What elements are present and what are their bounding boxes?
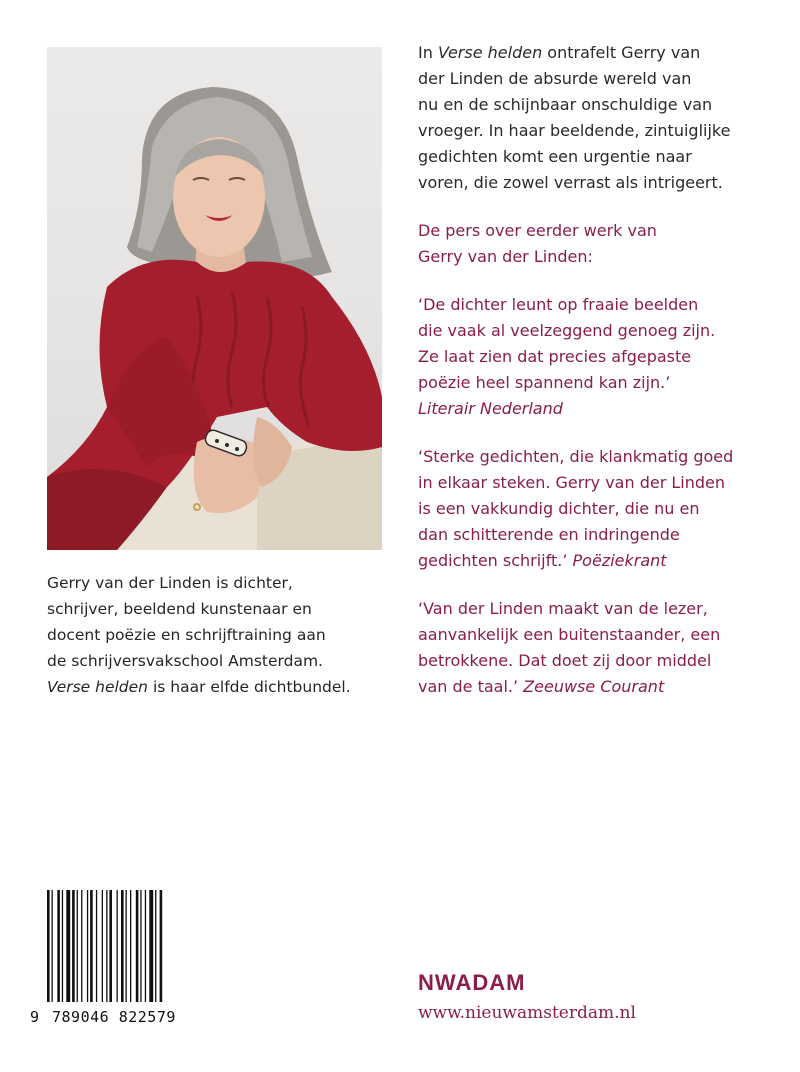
quote-line: is een vakkundig dichter, die nu en	[418, 499, 700, 518]
bio-book-title: Verse helden	[47, 678, 149, 696]
barcode-bar	[140, 890, 141, 1002]
quote-line: in elkaar steken. Gerry van der Linden	[418, 473, 725, 492]
barcode-bar	[145, 890, 146, 1002]
barcode-bar	[62, 890, 63, 1002]
quote-line: die vaak al veelzeggend genoeg zijn.	[418, 321, 716, 340]
author-photo	[47, 47, 382, 550]
intro-line-rest: ontrafelt Gerry van	[542, 43, 701, 62]
barcode-bar	[57, 890, 60, 1002]
barcode-lead-digit: 9	[30, 1008, 40, 1026]
barcode-bar	[155, 890, 156, 1002]
barcode-bar	[66, 890, 70, 1002]
barcode-bar	[96, 890, 97, 1002]
barcode-bar	[52, 890, 53, 1002]
barcode-bar	[160, 890, 163, 1002]
barcode-bar	[87, 890, 88, 1002]
quote-line: betrokkene. Dat doet zij door middel	[418, 651, 712, 670]
quote-source: Literair Nederland	[418, 399, 563, 418]
quote-line: Ze laat zien dat precies afgepaste	[418, 347, 692, 366]
bio-line: docent poëzie en schrijftraining aan	[47, 626, 326, 644]
quote-line: dan schitterende en indringende	[418, 525, 680, 544]
barcode-bar	[77, 890, 78, 1002]
barcode-bar	[109, 890, 112, 1002]
barcode-bar	[72, 890, 75, 1002]
isbn-barcode	[47, 890, 207, 1002]
bio-line	[47, 674, 387, 700]
bio-line: de schrijversvakschool Amsterdam.	[47, 652, 323, 670]
press-heading	[418, 218, 763, 270]
press-quote	[418, 292, 763, 422]
author-bio	[47, 570, 387, 700]
quote-last-line: gedichten schrijft.’	[418, 551, 573, 570]
press-heading-line: Gerry van der Linden:	[418, 247, 593, 266]
press-heading-line: De pers over eerder werk van	[418, 221, 657, 240]
barcode-bar	[149, 890, 153, 1002]
publisher-url[interactable]: www.nieuwamsterdam.nl	[418, 1003, 636, 1023]
intro-line: der Linden de absurde wereld van	[418, 69, 692, 88]
quote-line	[418, 674, 763, 700]
intro-line: gedichten komt een urgentie naar	[418, 147, 692, 166]
publisher-logo: NWADAM	[418, 970, 526, 995]
intro-line: nu en de schijnbaar onschuldige van	[418, 95, 713, 114]
barcode-bar	[47, 890, 50, 1002]
intro-line	[418, 40, 763, 66]
bio-line: schrijver, beeldend kunstenaar en	[47, 600, 312, 618]
barcode-bar	[130, 890, 131, 1002]
barcode-digits: 789046 822579	[52, 1008, 176, 1026]
barcode-bar	[106, 890, 107, 1002]
author-portrait	[47, 47, 382, 550]
intro-line: voren, die zowel verrast als intrigeert.	[418, 173, 723, 192]
barcode-bar	[126, 890, 127, 1002]
intro-book-title: Verse helden	[437, 43, 543, 62]
quote-source: Zeeuwse Courant	[523, 677, 665, 696]
quote-line	[418, 548, 763, 574]
quote-last-line: van de taal.’	[418, 677, 524, 696]
barcode-bar	[117, 890, 118, 1002]
press-quote	[418, 596, 763, 700]
intro-prefix: In	[418, 43, 438, 62]
intro-line: vroeger. In haar beeldende, zintuiglijke	[418, 121, 731, 140]
blurb-column	[418, 40, 763, 700]
barcode-bar	[81, 890, 82, 1002]
quote-line: poëzie heel spannend kan zijn.’	[418, 373, 671, 392]
bio-line-rest: is haar elfde dichtbundel.	[148, 678, 351, 696]
quote-line: ‘Sterke gedichten, die klankmatig goed	[418, 447, 734, 466]
quote-line: ‘De dichter leunt op fraaie beelden	[418, 295, 699, 314]
bio-line: Gerry van der Linden is dichter,	[47, 574, 293, 592]
quote-line: aanvankelijk een buitenstaander, een	[418, 625, 721, 644]
barcode-bar	[90, 890, 93, 1002]
barcode-bar	[136, 890, 139, 1002]
quote-source: Poëziekrant	[572, 551, 667, 570]
press-quote	[418, 444, 763, 574]
intro-paragraph	[418, 40, 763, 196]
quote-line: ‘Van der Linden maakt van de lezer,	[418, 599, 708, 618]
barcode-bar	[121, 890, 124, 1002]
barcode-bar	[102, 890, 103, 1002]
